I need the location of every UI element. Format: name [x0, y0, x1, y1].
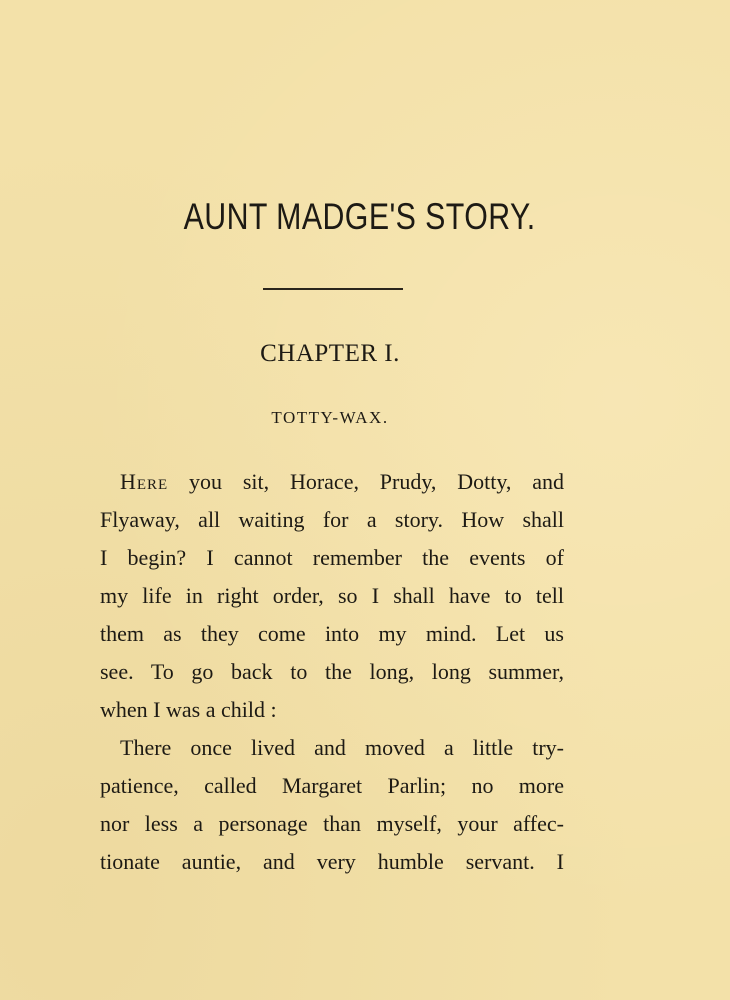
paragraph	[100, 729, 564, 881]
book-title: AUNT MADGE'S STORY.	[183, 196, 536, 237]
text-line: tionate auntie, and very humble servant. I	[100, 849, 564, 874]
title-divider-rule	[263, 288, 403, 290]
text-line-rest: you sit, Horace, Prudy, Dotty, and	[168, 469, 564, 494]
chapter-subtitle: TOTTY-WAX.	[271, 408, 389, 427]
text-line: I begin? I cannot remember the events of	[100, 545, 564, 570]
paragraph	[100, 463, 564, 729]
text-line: my life in right order, so I shall have to tell	[100, 583, 564, 608]
lead-word: Here	[120, 469, 169, 494]
text-line: see. To go back to the long, long summer,	[100, 659, 564, 684]
chapter-body-text	[100, 463, 564, 881]
text-line: patience, called Margaret Parlin; no more	[100, 773, 564, 798]
text-line: them as they come into my mind. Let us	[100, 621, 564, 646]
chapter-heading: CHAPTER I.	[260, 340, 400, 367]
text-line: Flyaway, all waiting for a story. How shall	[100, 507, 564, 532]
text-line: when I was a child :	[100, 697, 277, 722]
text-line: There once lived and moved a little try-	[120, 735, 564, 760]
text-line: nor less a personage than myself, your affec-	[100, 811, 564, 836]
text-line	[100, 463, 564, 501]
